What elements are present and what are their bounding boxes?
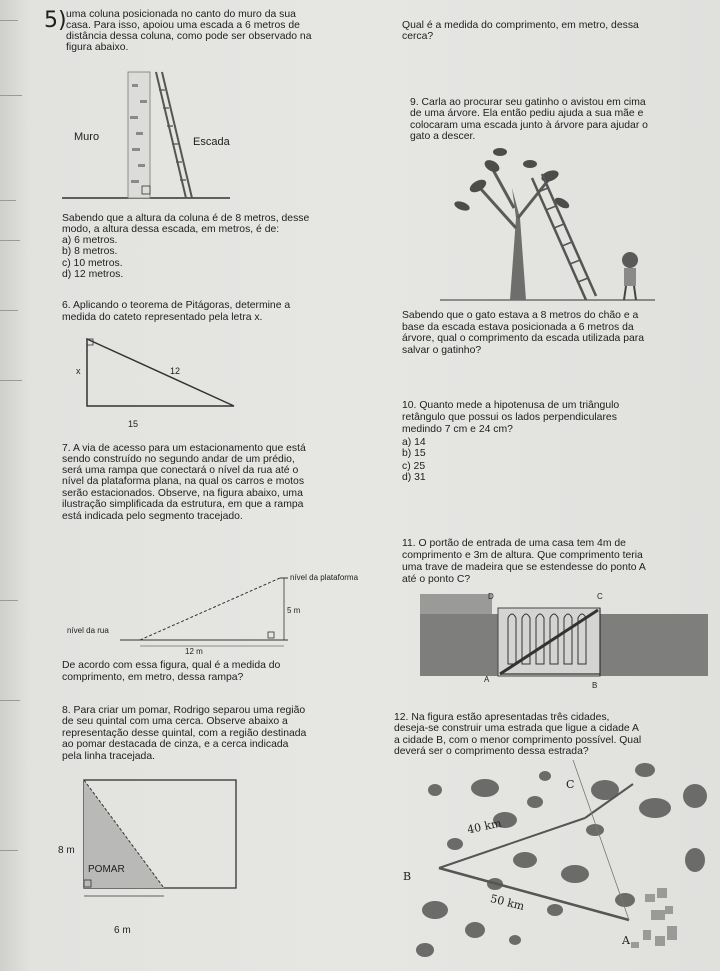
question-5-line: uma coluna posicionada no canto do muro da sua: [66, 9, 296, 20]
question-9-body: salvar o gatinho?: [402, 345, 482, 356]
question-5-body: Sabendo que a altura da coluna é de 8 metros, desse: [62, 213, 310, 224]
question-8-line: ao pomar destacada de cinza, e a cerca indicada: [62, 739, 289, 750]
side-12-label: 12: [170, 366, 181, 376]
question-10-option: b) 15: [402, 448, 426, 459]
wall-label: Muro: [74, 131, 100, 143]
city-a-label: A: [622, 934, 630, 947]
margin-line: [0, 850, 18, 851]
question-7-line: 7. A via de acesso para um estacionamento que está: [62, 443, 306, 454]
question-5-number: 5): [44, 8, 67, 33]
question-9-body: árvore, qual o comprimento da escada utilizada para: [402, 333, 645, 344]
question-9-line: colocaram uma escada junto à árvore para ajudar o: [410, 120, 648, 131]
tree-cat-ladder-figure: [440, 148, 660, 308]
point-b-label: B: [592, 681, 598, 690]
question-10-option: a) 14: [402, 437, 426, 448]
ramp-figure: [60, 570, 300, 655]
question-9-line: 9. Carla ao procurar seu gatinho o avistou em cima: [410, 97, 646, 108]
ramp-height-label: 5 m: [287, 606, 301, 615]
question-5-line: casa. Para isso, apoiou uma escada a 6 metros de: [66, 20, 300, 31]
question-12-line: deseja-se construir uma estrada que ligue a cidade A: [394, 723, 639, 734]
fence-question-line: Qual é a medida do comprimento, em metro, dessa: [402, 20, 639, 31]
question-9-body: Sabendo que o gato estava a 8 metros do chão e a: [402, 310, 639, 321]
height-8m-label: 8 m: [58, 845, 75, 856]
question-8-line: representação desse quintal, com a região destinada: [62, 728, 307, 739]
distance-50km-label: 50 km: [488, 892, 526, 913]
question-11-line: 11. O portão de entrada de uma casa tem 4m de: [402, 538, 626, 549]
cities-map-figure: [395, 760, 715, 966]
margin-line: [0, 95, 22, 96]
width-6m-label: 6 m: [114, 925, 131, 936]
point-a-label: A: [484, 675, 490, 684]
question-5-option: b) 8 metros.: [62, 246, 118, 257]
question-9-line: de uma árvore. Ela então pediu ajuda a sua mãe e: [410, 108, 644, 119]
question-9-line: gato a descer.: [410, 131, 476, 142]
point-d-label: D: [488, 592, 494, 601]
city-c-label: C: [566, 778, 575, 791]
question-11-line: comprimento e 3m de altura. Que comprimento teria: [402, 550, 643, 561]
margin-line: [0, 240, 20, 241]
question-11-line: uma trave de madeira que se estendesse do ponto A: [402, 562, 646, 573]
question-7-line: sendo construído no segundo andar de um prédio,: [62, 454, 295, 465]
question-10-line: medindo 7 cm e 24 cm?: [402, 424, 513, 435]
question-5-option: d) 12 metros.: [62, 269, 124, 280]
ramp-length-label: 12 m: [185, 647, 203, 656]
question-7-line: será uma rampa que conectará o nível da rua até o: [62, 465, 299, 476]
question-11-line: até o ponto C?: [402, 574, 471, 585]
question-8-line: de seu quintal com uma cerca. Observe abaixo a: [62, 716, 288, 727]
question-5-line: figura abaixo.: [66, 42, 129, 53]
question-8-line: pela linha tracejada.: [62, 751, 156, 762]
question-5-body: modo, a altura dessa escada, em metros, é de:: [62, 224, 280, 235]
question-9-body: base da escada estava posicionada a 6 metros da: [402, 322, 634, 333]
fence-question-line: cerca?: [402, 31, 434, 42]
question-6-line: medida do cateto representado pela letra x.: [62, 312, 263, 323]
question-7-line: serão estacionados. Observe, na figura abaixo, uma: [62, 488, 303, 499]
orchard-label: POMAR: [88, 864, 125, 875]
cathetus-x-label: x: [76, 366, 81, 376]
margin-line: [0, 600, 18, 601]
orchard-figure: [82, 778, 242, 918]
margin-line: [0, 20, 18, 21]
question-5-option: c) 10 metros.: [62, 258, 123, 269]
platform-level-label: nível da plataforma: [290, 573, 359, 582]
question-7-question: comprimento, em metro, dessa rampa?: [62, 672, 244, 683]
distance-40km-label: 40 km: [466, 816, 503, 837]
question-12-line: a cidade B, com o menor comprimento possível. Qual: [394, 735, 642, 746]
street-level-label: nível da rua: [67, 626, 109, 635]
question-5-option: a) 6 metros.: [62, 235, 118, 246]
question-10-option: d) 31: [402, 472, 426, 483]
question-10-line: 10. Quanto mede a hipotenusa de um triângulo: [402, 400, 620, 411]
ladder-label: Escada: [193, 136, 230, 148]
question-8-line: 8. Para criar um pomar, Rodrigo separou uma região: [62, 705, 306, 716]
point-c-label: C: [597, 592, 603, 601]
question-12-line: deverá ser o comprimento dessa estrada?: [394, 746, 589, 757]
question-10-option: c) 25: [402, 461, 426, 472]
question-5-line: distância dessa coluna, como pode ser observado na: [66, 31, 312, 42]
question-7-line: ilustração simplificada da estrutura, em que a rampa: [62, 499, 304, 510]
question-7-line: nível da plataforma plana, na qual os carros e motos: [62, 476, 305, 487]
question-7-line: está indicada pelo segmento tracejado.: [62, 511, 243, 522]
side-15-label: 15: [128, 419, 139, 429]
gate-figure: [420, 588, 710, 688]
right-triangle-figure: [82, 334, 242, 414]
question-6-line: 6. Aplicando o teorema de Pitágoras, determine a: [62, 300, 291, 311]
question-7-question: De acordo com essa figura, qual é a medida do: [62, 660, 281, 671]
city-b-label: B: [403, 870, 412, 883]
question-10-line: retângulo que possui os lados perpendiculares: [402, 412, 617, 423]
margin-line: [0, 310, 18, 311]
margin-line: [0, 200, 16, 201]
margin-line: [0, 700, 20, 701]
margin-line: [0, 380, 22, 381]
question-12-line: 12. Na figura estão apresentadas três cidades,: [394, 712, 610, 723]
